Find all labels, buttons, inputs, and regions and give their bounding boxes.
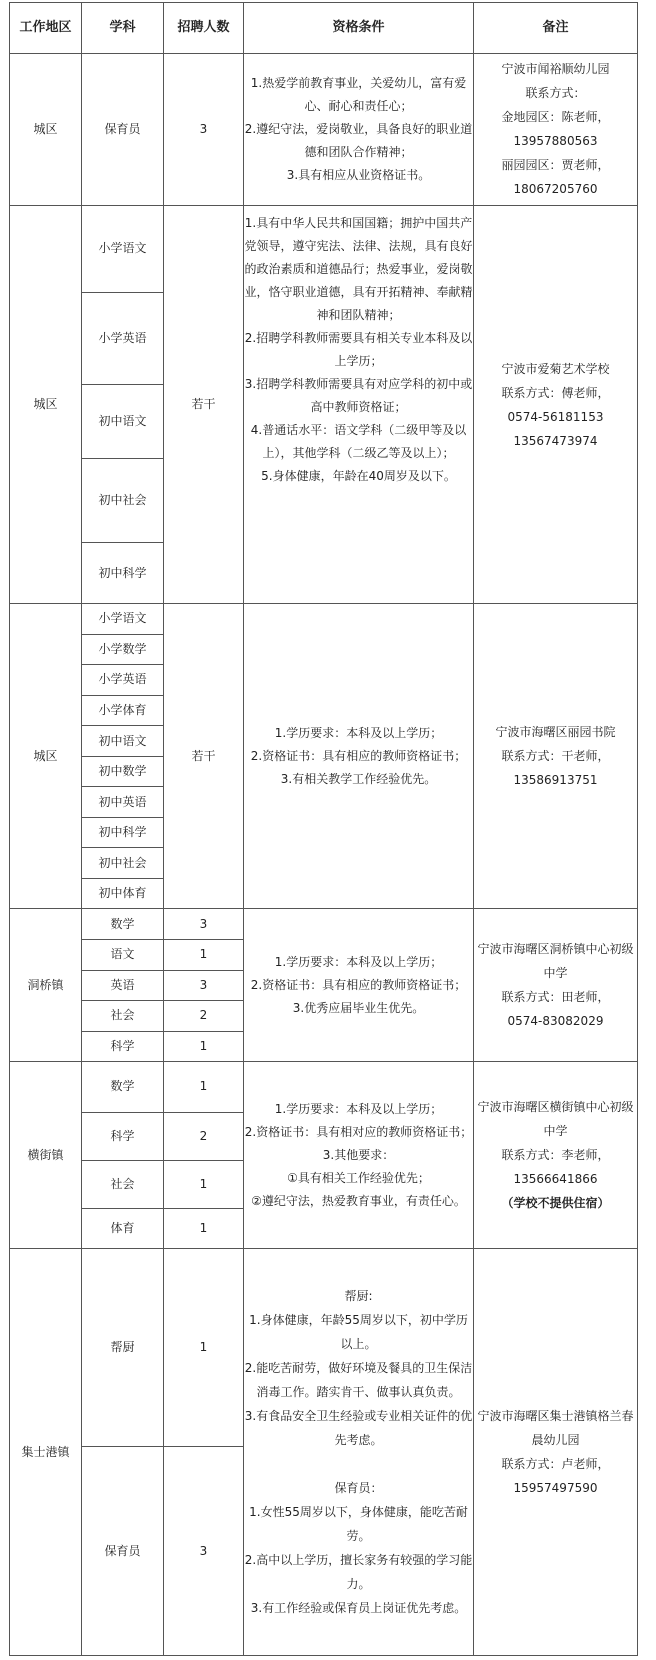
- area-cell: 城区: [10, 206, 82, 604]
- notes-cell: [474, 909, 638, 1062]
- table-row: [10, 53, 638, 206]
- note-line: 宁波市海曙区横街镇中心初级中学: [477, 1100, 634, 1139]
- note-line: 联系方式：傅老师，: [501, 385, 610, 400]
- note-line: 13567473974: [513, 433, 598, 448]
- table-row: [10, 604, 638, 635]
- subject-cell: 初中科学: [82, 543, 164, 604]
- header-requirements: 资格条件: [244, 3, 474, 54]
- count-cell: 3: [164, 1447, 244, 1656]
- requirement-line: 1.热爱学前教育事业，关爱幼儿，富有爱心、耐心和责任心；: [250, 75, 467, 113]
- note-line: 丽园园区：贾老师，: [501, 158, 610, 173]
- notes-cell: [474, 1062, 638, 1249]
- note-line: 宁波市海曙区丽园书院: [495, 725, 616, 740]
- subject-cell: 初中科学: [82, 817, 164, 848]
- count-cell: 1: [164, 1062, 244, 1113]
- table-row: [10, 909, 638, 940]
- note-line: 0574-83082029: [507, 1014, 604, 1029]
- area-cell: 城区: [10, 604, 82, 909]
- subject-cell: 社会: [82, 1001, 164, 1032]
- subject-cell: 初中语文: [82, 726, 164, 757]
- subject-cell: 科学: [82, 1112, 164, 1160]
- header-count: 招聘人数: [164, 3, 244, 54]
- subject-cell: 语文: [82, 939, 164, 970]
- requirements-cell: [244, 604, 474, 909]
- count-cell: 1: [164, 939, 244, 970]
- requirement-line: 1.身体健康，年龄55周岁以下，初中学历以上。: [249, 1313, 468, 1352]
- note-line: 宁波市海曙区洞桥镇中心初级中学: [477, 942, 634, 981]
- requirements-cell: [244, 1062, 474, 1249]
- header-subject: 学科: [82, 3, 164, 54]
- subject-cell: 社会: [82, 1161, 164, 1209]
- count-cell: 1: [164, 1031, 244, 1062]
- requirement-line: 3.具有相应从业资格证书。: [286, 167, 431, 182]
- subject-cell: 保育员: [82, 53, 164, 206]
- subject-cell: 初中社会: [82, 458, 164, 542]
- requirement-line: 4.普通话水平：语文学科（二级甲等及以上），其他学科（二级乙等及以上）；: [250, 423, 467, 461]
- note-line: 宁波市爱菊艺术学校: [501, 361, 610, 376]
- requirement-line: ①具有相关工作经验优先；: [287, 1170, 430, 1185]
- requirement-line: 2.资格证书：具有相应的教师资格证书；: [250, 748, 467, 763]
- header-row: [10, 3, 638, 54]
- table-row: [10, 1249, 638, 1447]
- notes-cell: [474, 53, 638, 206]
- requirement-line: 2.资格证书：具有相应的教师资格证书；: [250, 977, 467, 992]
- requirement-line: 2.招聘学科教师需要具有相关专业本科及以上学历；: [244, 331, 473, 369]
- subject-cell: 初中体育: [82, 878, 164, 909]
- subject-cell: 初中语文: [82, 385, 164, 459]
- area-cell: 城区: [10, 53, 82, 206]
- header-area: 工作地区: [10, 3, 82, 54]
- requirements-cell: [244, 206, 474, 604]
- requirement-line: ②遵纪守法，热爱教育事业，有责任心。: [251, 1193, 466, 1208]
- requirement-line: 3.有工作经验或保育员上岗证优先考虑。: [250, 1601, 467, 1616]
- requirement-line: 2.高中以上学历，擅长家务有较强的学习能力。: [244, 1553, 473, 1592]
- note-line: 13586913751: [513, 773, 598, 788]
- subject-cell: 小学语文: [82, 206, 164, 292]
- note-line: 0574-56181153: [507, 409, 604, 424]
- count-cell: 若干: [164, 206, 244, 604]
- requirement-line: 1.女性55周岁以下，身体健康，能吃苦耐劳。: [249, 1505, 468, 1544]
- note-line: 联系方式：: [525, 86, 586, 101]
- note-line: 13566641866: [513, 1172, 598, 1187]
- note-line-no-housing: （学校不提供住宿）: [501, 1196, 610, 1211]
- subject-cell: 小学语文: [82, 604, 164, 635]
- table-row: [10, 206, 638, 292]
- subject-cell: 体育: [82, 1209, 164, 1249]
- subject-cell: 保育员: [82, 1447, 164, 1656]
- requirement-line: 1.学历要求：本科及以上学历；: [274, 954, 443, 969]
- area-cell: 洞桥镇: [10, 909, 82, 1062]
- requirement-line: 5.身体健康，年龄在40周岁及以下。: [261, 469, 456, 484]
- notes-cell: [474, 604, 638, 909]
- subject-cell: 初中数学: [82, 756, 164, 787]
- subject-cell: 小学英语: [82, 292, 164, 385]
- notes-cell: [474, 1249, 638, 1656]
- count-cell: 3: [164, 970, 244, 1001]
- note-line: 18067205760: [513, 182, 598, 197]
- subject-cell: 帮厨: [82, 1249, 164, 1447]
- note-line: 联系方式：田老师，: [501, 990, 610, 1005]
- count-cell: 若干: [164, 604, 244, 909]
- note-line: 宁波市海曙区集士港镇格兰春晨幼儿园: [477, 1409, 634, 1448]
- requirement-line: 3.有食品安全卫生经验或专业相关证件的优先考虑。: [244, 1409, 473, 1448]
- area-cell: 横街镇: [10, 1062, 82, 1249]
- subject-cell: 科学: [82, 1031, 164, 1062]
- requirements-cell: [244, 1249, 474, 1656]
- subject-cell: 初中英语: [82, 787, 164, 818]
- subject-cell: 小学数学: [82, 634, 164, 665]
- requirement-line: 1.学历要求：本科及以上学历；: [274, 725, 443, 740]
- requirements-cell: [244, 53, 474, 206]
- requirements-cell: [244, 909, 474, 1062]
- note-line: 联系方式：李老师，: [501, 1148, 610, 1163]
- count-cell: 2: [164, 1112, 244, 1160]
- header-notes: 备注: [474, 3, 638, 54]
- note-line: 宁波市闻裕顺幼儿园: [501, 62, 610, 77]
- subject-cell: 小学英语: [82, 665, 164, 696]
- requirement-line: 3.优秀应届毕业生优先。: [292, 1000, 425, 1015]
- requirement-line: 2.遵纪守法，爱岗敬业，具备良好的职业道德和团队合作精神；: [244, 121, 473, 159]
- subject-cell: 英语: [82, 970, 164, 1001]
- count-cell: 2: [164, 1001, 244, 1032]
- subject-cell: 初中社会: [82, 848, 164, 879]
- requirement-line: 1.学历要求：本科及以上学历；: [274, 1101, 443, 1116]
- table-row: [10, 1062, 638, 1113]
- note-line: 联系方式：卢老师，: [501, 1457, 610, 1472]
- recruitment-table: [9, 2, 638, 1656]
- count-cell: 1: [164, 1249, 244, 1447]
- requirement-line: 2.资格证书：具有相对应的教师资格证书；: [244, 1124, 473, 1139]
- count-cell: 3: [164, 53, 244, 206]
- note-line: 金地园区：陈老师，: [501, 110, 610, 125]
- count-cell: 1: [164, 1209, 244, 1249]
- note-line: 13957880563: [513, 134, 598, 149]
- count-cell: 1: [164, 1161, 244, 1209]
- notes-cell: [474, 206, 638, 604]
- requirement-spacer: [244, 1452, 473, 1476]
- count-cell: 3: [164, 909, 244, 940]
- requirement-line: 帮厨:: [344, 1289, 373, 1304]
- note-line: 联系方式：干老师，: [501, 749, 610, 764]
- requirement-line: 3.有相关教学工作经验优先。: [280, 771, 437, 786]
- requirement-line: 3.其他要求：: [322, 1147, 395, 1162]
- requirement-line: 保育员：: [334, 1481, 383, 1496]
- note-line: 15957497590: [513, 1481, 598, 1496]
- requirement-line: 2.能吃苦耐劳，做好环境及餐具的卫生保洁消毒工作。踏实肯干、做事认真负责。: [244, 1361, 473, 1400]
- area-cell: 集士港镇: [10, 1249, 82, 1656]
- requirement-line: 1.具有中华人民共和国国籍；拥护中国共产党领导，遵守宪法、法律、法规，具有良好的政治素质和道德品行；热爱事业，爱岗敬业，恪守职业道德，具有开拓精神、奉献精神和团队精神；: [244, 216, 473, 323]
- subject-cell: 数学: [82, 909, 164, 940]
- requirement-line: 3.招聘学科教师需要具有对应学科的初中或高中教师资格证；: [244, 377, 473, 415]
- subject-cell: 小学体育: [82, 695, 164, 726]
- subject-cell: 数学: [82, 1062, 164, 1113]
